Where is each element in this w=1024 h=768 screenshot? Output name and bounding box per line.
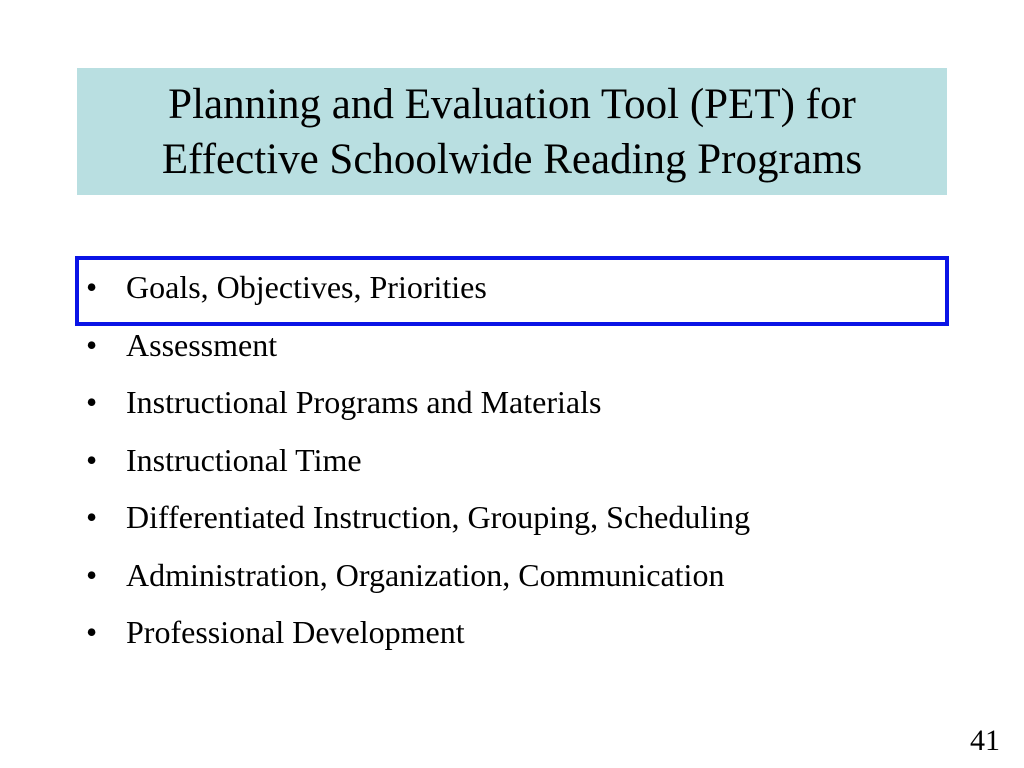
bullet-text: Administration, Organization, Communication [126,556,725,593]
bullet-item-administration [86,547,750,605]
bullet-icon: • [86,269,98,305]
bullet-icon: • [86,384,98,420]
bullet-text: Goals, Objectives, Priorities [126,269,487,305]
page-number: 41 [970,724,1000,757]
bullet-item-goals [86,259,750,317]
bullet-icon: • [86,441,98,478]
bullet-icon: • [86,326,98,363]
bullet-text: Assessment [126,326,278,363]
bullet-item-instructional-time [86,432,750,490]
bullet-text: Differentiated Instruction, Grouping, Scheduling [126,499,751,535]
bullet-icon: • [86,499,98,535]
title-box [77,68,947,195]
bullet-icon: • [86,614,98,650]
title-line-2: Effective Schoolwide Reading Programs [161,135,863,183]
bullet-icon: • [86,556,98,593]
bullet-text: Instructional Programs and Materials [126,384,602,420]
bullet-item-programs-materials [86,374,750,432]
bullet-item-professional-development [86,604,750,662]
bullet-list [86,259,750,662]
bullet-item-differentiated-instruction [86,489,750,547]
bullet-item-assessment [86,317,750,375]
title-line-1: Planning and Evaluation Tool (PET) for [168,80,856,128]
bullet-text: Professional Development [126,614,465,650]
bullet-text: Instructional Time [126,441,362,478]
